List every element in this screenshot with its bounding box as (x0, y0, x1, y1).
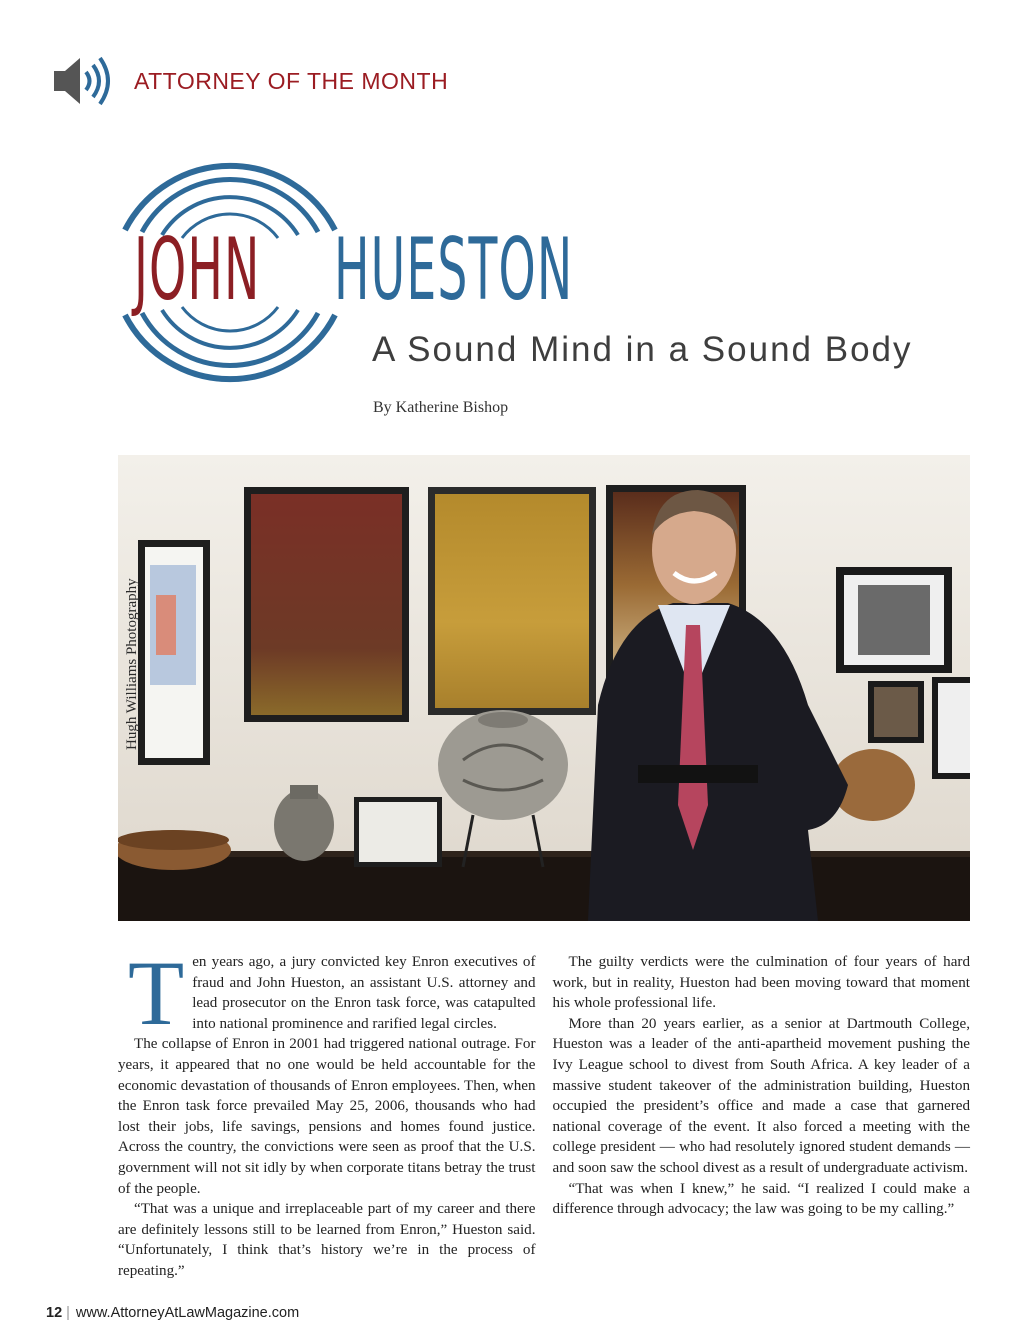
section-label: ATTORNEY OF THE MONTH (134, 68, 449, 94)
title-last-name: HUESTON (334, 220, 574, 320)
section-header (50, 54, 550, 106)
title-first-name: JOHN (134, 220, 261, 320)
article-paragraph: “That was when I knew,” he said. “I realized I could make a difference through advocacy; the law was going to be my calling.” (552, 1180, 970, 1218)
footer-separator: | (66, 1305, 70, 1321)
page-number: 12 (46, 1305, 63, 1321)
article-paragraph-text: en years ago, a jury convicted key Enron executives of fraud and John Hueston, an assistant U.S. attorney and lead prosecutor on the Enron task force, was catapulted into national prominence and rarified legal circles. (192, 954, 536, 1032)
article-paragraph: More than 20 years earlier, as a senior at Dartmouth College, Hueston was a leader of the anti-apartheid movement pushing the Ivy League school to divest from South Africa. A key leader of a massive student takeover of the administration building, Hueston occupied the president’s office and made a case that garnered national coverage of the event. It also forced a meeting with the college president — who had resolutely ignored student demands — and soon saw the school divest as a result of undergraduate activism. (552, 1015, 970, 1176)
article-body (118, 942, 970, 1292)
drop-cap: T (128, 942, 185, 1044)
article-subtitle: A Sound Mind in a Sound Body (372, 330, 913, 369)
article-paragraph: The guilty verdicts were the culmination of four years of hard work, but in reality, Hueston had been moving toward that moment his whole professional life. (552, 954, 970, 1012)
photo-credit: Hugh Williams Photography (124, 578, 140, 750)
speaker-icon (50, 54, 114, 110)
article-paragraph: “That was a unique and irreplaceable part of my career and there are definitely lessons still to be learned from Enron,” Hueston said. “Unfortunately, I think that’s history we’re in the process of repeating.” (118, 1201, 536, 1279)
page-footer (46, 1305, 299, 1321)
office-scene-illustration (118, 455, 970, 921)
portrait-photo (118, 455, 970, 921)
website-url[interactable]: www.AttorneyAtLawMagazine.com (75, 1305, 300, 1321)
byline: By Katherine Bishop (373, 399, 509, 416)
article-paragraph: The collapse of Enron in 2001 had triggered national outrage. For years, it appeared that no one would be held accountable for the economic devastation of thousands of Enron employees. Then, when the Enron task force prevailed May 25, 2006, thousands who had lost their jobs, life savings, pensions and homes found justice. Across the country, the convictions were seen as proof that the U.S. government will not sit idly by when corporate titans betray the trust of the people. (118, 1036, 536, 1197)
article-paragraph (118, 942, 536, 1044)
